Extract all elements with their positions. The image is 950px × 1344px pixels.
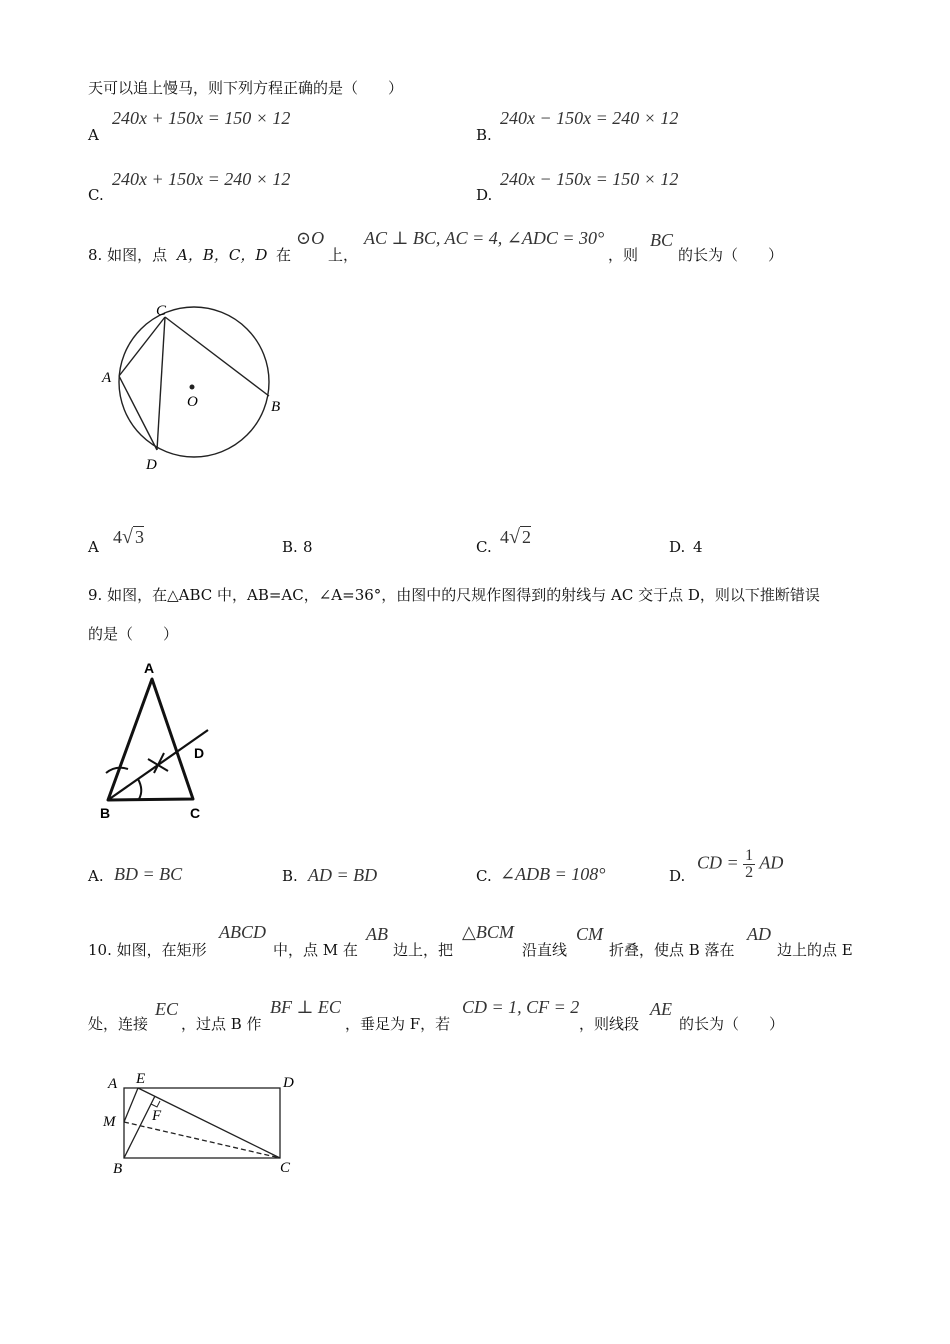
q9-label-c: C	[190, 805, 201, 821]
q10-rectangle-figure	[100, 1068, 305, 1178]
q7-option-b-label: B.	[476, 126, 492, 144]
q10-text-6: 边上的点 E	[777, 941, 853, 959]
q8-circle-figure	[98, 298, 288, 478]
q8-seg-bc: BC	[650, 230, 674, 250]
q7-option-d-math: 240x − 150x = 150 × 12	[500, 169, 679, 189]
q8-points: A，B，C，D	[177, 246, 268, 264]
q8-option-a-math: 4√ 3	[113, 526, 144, 548]
q7-option-a-math: 240x + 150x = 150 × 12	[112, 108, 291, 128]
q10-text-4: 沿直线	[522, 941, 568, 959]
q9-option-d-label: D.	[669, 867, 686, 885]
q10-line2-e: 的长为（ ）	[679, 1015, 785, 1033]
q10-label-f: F	[152, 1108, 162, 1124]
q7-option-b-math: 240x − 150x = 240 × 12	[500, 108, 679, 128]
q10-line2-d: ，则线段	[579, 1015, 640, 1033]
q10-given: CD = 1, CF = 2	[462, 997, 580, 1017]
q8-label-b: B	[271, 399, 281, 415]
q10-line2-c: ，垂足为 F，若	[345, 1015, 451, 1033]
q8-text-1: 8. 如图，点	[88, 246, 168, 264]
q10-cm: CM	[576, 924, 603, 944]
q8-option-c-label: C.	[476, 538, 492, 556]
q8-option-d-label: D.	[669, 538, 686, 556]
q10-perp: BF ⊥ EC	[270, 997, 341, 1017]
q8-text-2: 在	[276, 246, 292, 264]
q8-option-a-label: A	[88, 538, 99, 556]
q8-option-b-value: 8	[303, 538, 313, 556]
q10-label-d: D	[283, 1075, 294, 1091]
q7-option-c-label: C.	[88, 186, 104, 204]
q7-option-c-math: 240x + 150x = 240 × 12	[112, 169, 291, 189]
q10-label-a: A	[108, 1076, 118, 1092]
q9-triangle-figure	[96, 655, 226, 827]
q8-label-o: O	[187, 394, 198, 410]
q9-stem-line-2: 的是（ ）	[88, 625, 179, 643]
q9-option-d-math: CD = $\frac{1}{2}$ AD	[697, 847, 784, 881]
q10-ad: AD	[747, 924, 771, 944]
q10-text-5: 折叠，使点 B 落在	[609, 941, 735, 959]
q10-text-2: 中，点 M 在	[273, 941, 358, 959]
q8-option-b-label: B.	[282, 538, 298, 556]
q8-label-a: A	[102, 370, 112, 386]
q10-label-b: B	[113, 1161, 123, 1177]
q8-condition: AC ⊥ BC, AC = 4, ∠ADC = 30°	[364, 228, 605, 248]
q10-ae: AE	[650, 999, 672, 1019]
q10-label-c: C	[280, 1160, 291, 1176]
q9-label-d: D	[194, 745, 205, 761]
q10-triangle-bcm: △BCM	[462, 922, 514, 942]
q8-text-3: 上，	[328, 246, 359, 264]
q8-option-d-value: 4	[693, 538, 703, 556]
q9-label-b: B	[100, 805, 111, 821]
q9-option-b-math: AD = BD	[308, 865, 378, 885]
q9-option-c-label: C.	[476, 867, 492, 885]
q9-label-a: A	[144, 660, 155, 676]
q7-option-a-label: A	[88, 126, 99, 144]
q8-text-4: ，则	[608, 246, 639, 264]
q10-label-m: M	[103, 1114, 116, 1130]
q10-label-e: E	[136, 1071, 146, 1087]
q10-ab: AB	[366, 924, 388, 944]
q8-label-c: C	[156, 303, 167, 319]
q7-option-d-label: D.	[476, 186, 493, 204]
q10-text-1: 10. 如图，在矩形	[88, 941, 207, 959]
q9-stem-line-1: 9. 如图，在△ABC 中，AB=AC，∠A=36°，由图中的尺规作图得到的射线与 AC 交于点 D，则以下推断错误	[88, 586, 820, 604]
q8-circle-o: ⊙O	[296, 228, 325, 248]
q8-option-c-math: 4√ 2	[500, 526, 531, 548]
q8-label-d: D	[146, 457, 157, 473]
q9-option-a-math: BD = BC	[114, 864, 183, 884]
q10-line2-b: ，过点 B 作	[181, 1015, 262, 1033]
q7-stem-tail: 天可以追上慢马，则下列方程正确的是（ ）	[88, 79, 404, 97]
q8-text-5: 的长为（ ）	[678, 246, 784, 264]
q10-rect: ABCD	[219, 922, 266, 942]
q9-option-b-label: B.	[282, 867, 298, 885]
q10-text-3: 边上，把	[393, 941, 454, 959]
q9-option-a-label: A.	[88, 867, 104, 885]
q9-option-c-math: ∠ADB = 108°	[500, 864, 606, 884]
q10-line2-a: 处，连接	[88, 1015, 149, 1033]
q10-ec: EC	[155, 999, 179, 1019]
